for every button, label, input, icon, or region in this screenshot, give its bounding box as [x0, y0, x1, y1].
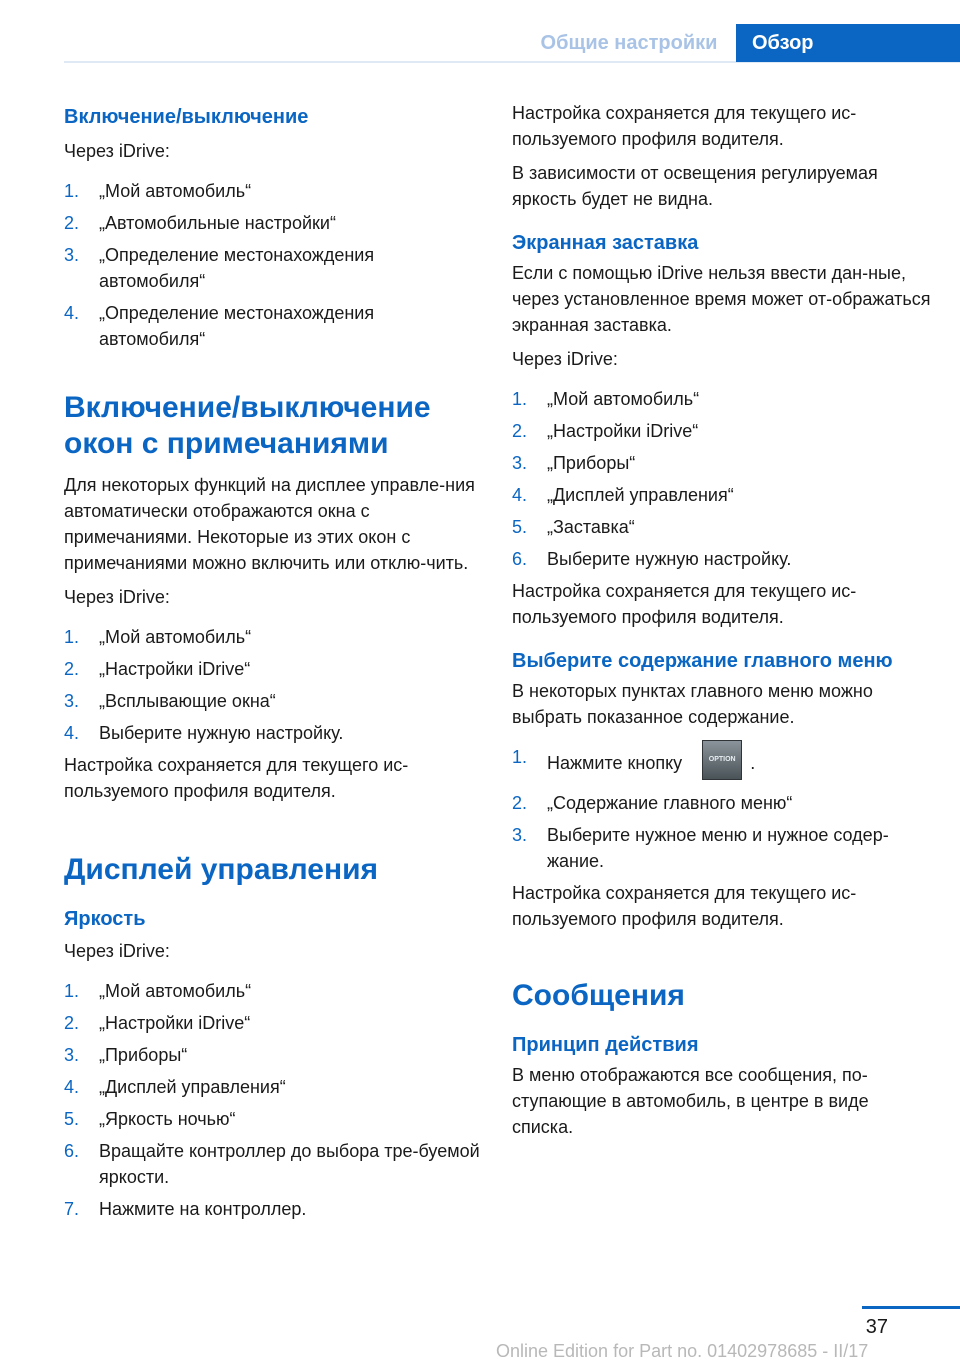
list-item-number: 2. [512, 793, 528, 813]
steps-list-screensaver [512, 386, 932, 572]
list-item [64, 624, 482, 650]
page-number: 37 [865, 1316, 888, 1338]
list-item [512, 822, 932, 874]
list-item [64, 1106, 482, 1132]
list-item-number: 1. [512, 747, 528, 767]
list-item-text: „Приборы“ [547, 453, 636, 473]
list-item [512, 450, 932, 476]
via-idrive-text: Через iDrive: [512, 349, 618, 369]
list-item-number: 6. [512, 549, 528, 569]
list-item [512, 744, 932, 784]
list-item-text: „Мой автомобиль“ [99, 627, 252, 647]
messages-description: В меню отображаются все сообщения, по-ступающие в автомобиль, в центре в виде списка. [512, 1065, 869, 1137]
list-item-text: „Приборы“ [99, 1045, 188, 1065]
step-period: . [750, 752, 756, 773]
section-title-screensaver: Экранная заставка [512, 232, 699, 254]
section-title-note-windows: Включение/выключение окон с примечаниями [64, 391, 431, 460]
subsection-title-principle: Принцип действия [512, 1034, 699, 1056]
list-item [512, 790, 932, 816]
list-item-number: 2. [64, 213, 80, 233]
list-item-number: 2. [512, 421, 528, 441]
saved-profile-text: Настройка сохраняется для текущего ис-пользуемого профиля водителя. [64, 755, 409, 801]
list-item [64, 1042, 482, 1068]
list-item-text: „Мой автомобиль“ [99, 181, 252, 201]
list-item-text: „Настройки iDrive“ [99, 659, 251, 679]
section-title-onoff: Включение/выключение [64, 106, 309, 128]
list-item [64, 1074, 482, 1100]
list-item [64, 242, 482, 294]
list-item-number: 1. [64, 981, 80, 1001]
list-item [512, 418, 932, 444]
steps-list-note-windows [64, 624, 482, 746]
list-item-number: 3. [512, 825, 528, 845]
list-item-number: 4. [512, 485, 528, 505]
list-item-text: Выберите нужное меню и нужное содер-жание. [547, 825, 889, 871]
list-item-text: „Автомобильные настройки“ [99, 213, 336, 233]
steps-list-main-menu-rest [512, 790, 932, 874]
list-item-number: 2. [64, 659, 80, 679]
subsection-title-brightness: Яркость [64, 908, 146, 930]
screensaver-description: Если с помощью iDrive нельзя ввести дан-ные, через установленное время может от-ображаться экранная заставка. [512, 263, 931, 335]
list-item-number: 1. [512, 389, 528, 409]
list-item-text: „Содержание главного меню“ [547, 793, 793, 813]
edition-footer: Online Edition for Part no. 01402978685 - II/17 [496, 1341, 869, 1361]
list-item-number: 7. [64, 1199, 80, 1219]
list-item [64, 1196, 482, 1222]
saved-profile-text: Настройка сохраняется для текущего ис-пользуемого профиля водителя. [512, 581, 857, 627]
left-column [64, 100, 482, 1228]
list-item-number: 4. [64, 303, 80, 323]
list-item-text: „Заставка“ [547, 517, 635, 537]
list-item-text: Выберите нужную настройку. [99, 723, 344, 743]
right-column [512, 100, 932, 1140]
list-item [64, 978, 482, 1004]
section-title-messages: Сообщения [512, 979, 685, 1012]
list-item [64, 688, 482, 714]
list-item [64, 300, 482, 352]
tab-general-settings[interactable]: Общие настройки [540, 32, 718, 54]
list-item [64, 178, 482, 204]
list-item [512, 546, 932, 572]
list-item-text: „Настройки iDrive“ [99, 1013, 251, 1033]
list-item-number: 3. [64, 245, 80, 265]
list-item-text: „Мой автомобиль“ [99, 981, 252, 1001]
list-item-text: „Определение местонахождения автомобиля“ [99, 303, 375, 349]
option-button-icon: OPTION [702, 740, 742, 780]
step-press-button-text: Нажмите кнопку [547, 752, 683, 773]
list-item-text: „Всплывающие окна“ [99, 691, 276, 711]
section-title-main-menu-content: Выберите содержание главного меню [512, 650, 893, 672]
brightness-visibility-note: В зависимости от освещения регулируемая яркость будет не видна. [512, 163, 878, 209]
list-item-text: Выберите нужную настройку. [547, 549, 792, 569]
list-item-text: „Дисплей управления“ [547, 485, 734, 505]
steps-list-onoff [64, 178, 482, 352]
list-item [64, 720, 482, 746]
steps-list-brightness [64, 978, 482, 1222]
list-item-text: „Дисплей управления“ [99, 1077, 286, 1097]
list-item [512, 386, 932, 412]
section-title-control-display: Дисплей управления [64, 853, 379, 886]
list-item-text: „Настройки iDrive“ [547, 421, 699, 441]
list-item-number: 5. [512, 517, 528, 537]
list-item-text: „Определение местонахождения автомобиля“ [99, 245, 375, 291]
list-item-text: „Мой автомобиль“ [547, 389, 700, 409]
list-item [512, 482, 932, 508]
list-item-number: 4. [64, 723, 80, 743]
list-item-text: Нажмите на контроллер. [99, 1199, 307, 1219]
via-idrive-text: Через iDrive: [64, 587, 170, 607]
list-item-number: 3. [64, 1045, 80, 1065]
list-item-number: 1. [64, 181, 80, 201]
list-item-number: 2. [64, 1013, 80, 1033]
saved-profile-text: Настройка сохраняется для текущего ис-пользуемого профиля водителя. [512, 883, 857, 929]
list-item-number: 3. [64, 691, 80, 711]
list-item-number: 3. [512, 453, 528, 473]
list-item [64, 656, 482, 682]
list-item-number: 6. [64, 1141, 80, 1161]
note-windows-description: Для некоторых функций на дисплее управле-ния автоматически отображаются окна с примечаниями. Некоторые из этих окон с примечаниями можно включить или отклю-чить. [64, 475, 475, 573]
main-menu-description: В некоторых пунктах главного меню можно выбрать показанное содержание. [512, 681, 873, 727]
list-item-number: 1. [64, 627, 80, 647]
page-number-rule [862, 1306, 960, 1309]
via-idrive-text: Через iDrive: [64, 141, 170, 161]
tab-overview[interactable]: Обзор [736, 24, 960, 62]
list-item [64, 1010, 482, 1036]
list-item [64, 210, 482, 236]
list-item [512, 514, 932, 540]
list-item-text: Вращайте контроллер до выбора тре-буемой яркости. [99, 1141, 480, 1187]
steps-list-main-menu [512, 744, 932, 784]
saved-profile-text: Настройка сохраняется для текущего ис-пользуемого профиля водителя. [512, 103, 857, 149]
list-item-number: 4. [64, 1077, 80, 1097]
list-item-number: 5. [64, 1109, 80, 1129]
list-item-text: „Яркость ночью“ [99, 1109, 236, 1129]
via-idrive-text: Через iDrive: [64, 941, 170, 961]
list-item [64, 1138, 482, 1190]
